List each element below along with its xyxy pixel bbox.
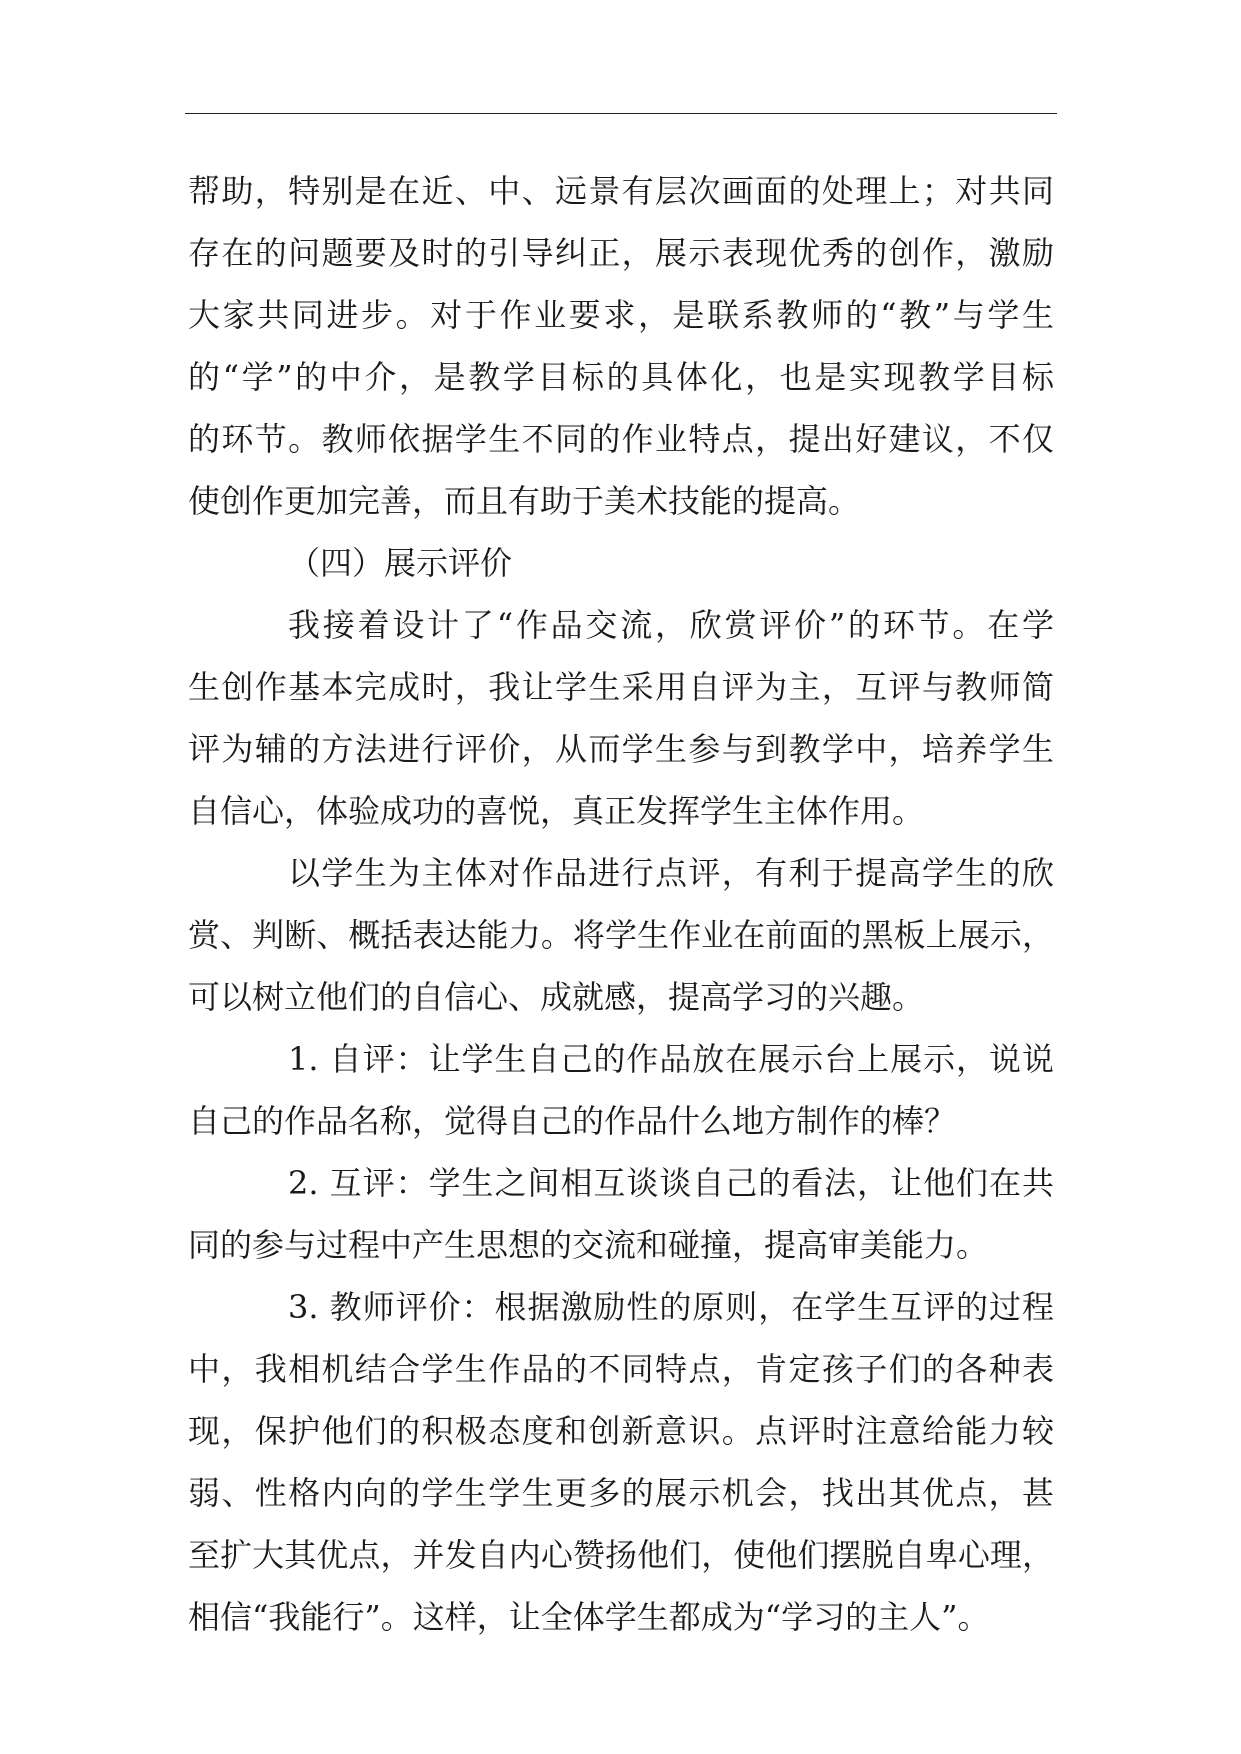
body-line: 至扩大其优点，并发自内心赞扬他们，使他们摆脱自卑心理，: [188, 1536, 1054, 1574]
body-line: 以学生为主体对作品进行点评，有利于提高学生的欣: [288, 854, 1054, 892]
body-line: 的“学”的中介，是教学目标的具体化，也是实现教学目标: [188, 358, 1054, 396]
list-item: 2. 互评：学生之间相互谈谈自己的看法，让他们在共: [288, 1164, 1054, 1202]
body-line: 自信心，体验成功的喜悦，真正发挥学生主体作用。: [188, 792, 925, 830]
body-line: 评为辅的方法进行评价，从而学生参与到教学中，培养学生: [188, 730, 1054, 768]
body-line: 相信“我能行”。这样，让全体学生都成为“学习的主人”。: [188, 1598, 990, 1636]
body-line: 使创作更加完善，而且有助于美术技能的提高。: [188, 482, 861, 520]
section-heading: （四）展示评价: [288, 544, 513, 582]
body-line: 的环节。教师依据学生不同的作业特点，提出好建议，不仅: [188, 420, 1054, 458]
body-line: 我接着设计了“作品交流，欣赏评价”的环节。在学: [288, 606, 1054, 644]
body-line: 自己的作品名称，觉得自己的作品什么地方制作的棒？: [188, 1102, 957, 1140]
body-line: 帮助，特别是在近、中、远景有层次画面的处理上；对共同: [188, 172, 1054, 210]
document-body: [188, 160, 1054, 1648]
body-line: 中，我相机结合学生作品的不同特点，肯定孩子们的各种表: [188, 1350, 1054, 1388]
body-line: 生创作基本完成时，我让学生采用自评为主，互评与教师简: [188, 668, 1054, 706]
body-line: 大家共同进步。对于作业要求，是联系教师的“教”与学生: [188, 296, 1054, 334]
body-line: 存在的问题要及时的引导纠正，展示表现优秀的创作，激励: [188, 234, 1054, 272]
body-line: 赏、判断、概括表达能力。将学生作业在前面的黑板上展示，: [188, 916, 1054, 954]
header-rule: [185, 113, 1057, 114]
body-line: 弱、性格内向的学生学生更多的展示机会，找出其优点，甚: [188, 1474, 1054, 1512]
body-line: 现，保护他们的积极态度和创新意识。点评时注意给能力较: [188, 1412, 1054, 1450]
body-line: 可以树立他们的自信心、成就感，提高学习的兴趣。: [188, 978, 925, 1016]
list-item: 1. 自评：让学生自己的作品放在展示台上展示，说说: [288, 1040, 1054, 1078]
list-item: 3. 教师评价：根据激励性的原则，在学生互评的过程: [288, 1288, 1054, 1326]
body-line: 同的参与过程中产生思想的交流和碰撞，提高审美能力。: [188, 1226, 989, 1264]
